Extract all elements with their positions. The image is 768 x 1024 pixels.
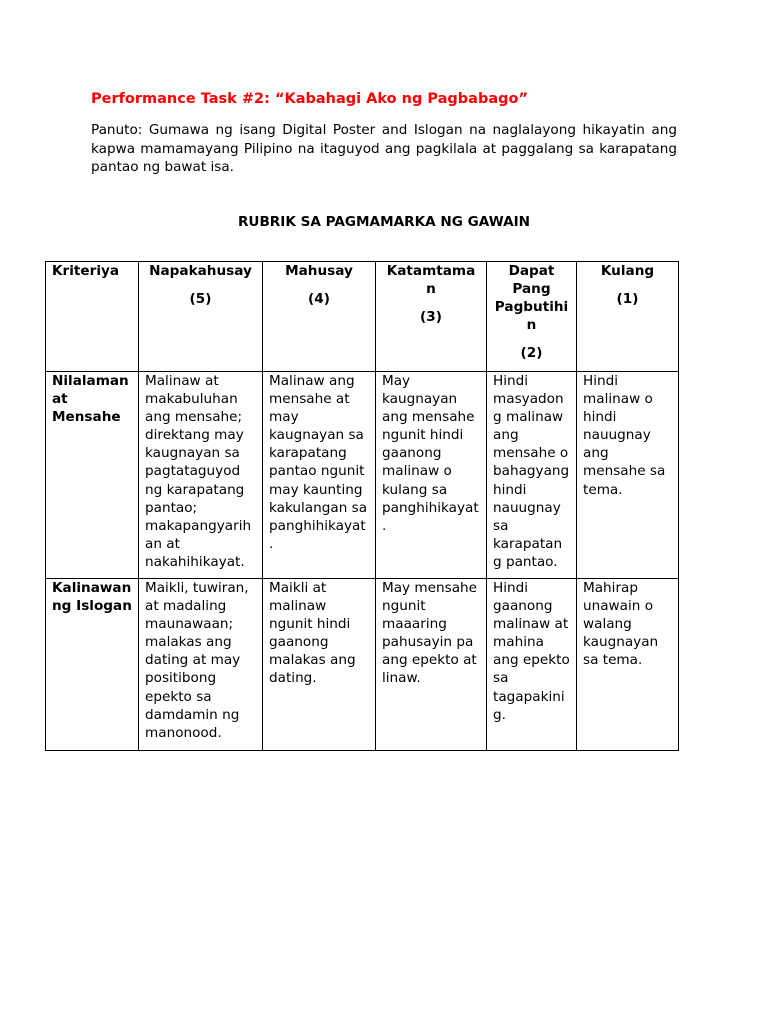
- header-score: (4): [308, 291, 330, 308]
- header-score: (3): [420, 309, 442, 326]
- header-score: (2): [520, 345, 543, 362]
- task-title: Performance Task #2: “Kabahagi Ako ng Pagbabago”: [91, 91, 528, 107]
- table-row: [46, 372, 679, 579]
- criterion-cell: Kalinawan ng Islogan: [46, 579, 139, 751]
- header-score-3: [376, 262, 487, 372]
- header-label: Napakahusay: [149, 263, 252, 279]
- header-score-4: [263, 262, 376, 372]
- table-cell: Malinaw ang mensahe at may kaugnayan sa karapatang pantao ngunit may kaunting kakulangan sa panghihikayat.: [263, 372, 376, 579]
- table-header-row: [46, 262, 679, 372]
- header-label: Dapat Pang Pagbutihin: [494, 263, 569, 334]
- header-score: (1): [616, 291, 639, 308]
- header-criteria: [46, 262, 139, 372]
- table-cell: Hindi malinaw o hindi nauugnay ang mensahe sa tema.: [577, 372, 679, 579]
- table-cell: Hindi gaanong malinaw at mahina ang epekto sa tagapakinig.: [487, 579, 577, 751]
- table-cell: Mahirap unawain o walang kaugnayan sa tema.: [577, 579, 679, 751]
- table-cell: Hindi masyadong malinaw ang mensahe o bahagyang hindi nauugnay sa karapatang pantao.: [487, 372, 577, 579]
- table-cell: Maikli at malinaw ngunit hindi gaanong malakas ang dating.: [263, 579, 376, 751]
- table-cell: Maikli, tuwiran, at madaling maunawaan; malakas ang dating at may positibong epekto sa damdamin ng manonood.: [139, 579, 263, 751]
- criterion-cell: Nilalaman at Mensahe: [46, 372, 139, 579]
- rubric-title: RUBRIK SA PAGMAMARKA NG GAWAIN: [237, 214, 531, 230]
- header-score-1: [577, 262, 679, 372]
- table-row: [46, 579, 679, 751]
- header-score-5: [139, 262, 263, 372]
- header-label: Kriteriya: [52, 263, 120, 279]
- header-score-2: [487, 262, 577, 372]
- header-label: Mahusay: [285, 263, 353, 279]
- header-score: (5): [189, 291, 212, 308]
- instructions-paragraph: Panuto: Gumawa ng isang Digital Poster and Islogan na naglalayong hikayatin ang kapwa mamamayang Pilipino na itaguyod ang pagkilala at paggalang sa karapatang pantao ng bawat isa.: [91, 122, 677, 175]
- table-cell: Malinaw at makabuluhan ang mensahe; direktang may kaugnayan sa pagtataguyod ng karapatang pantao; makapangyarihan at nakahihikayat.: [139, 372, 263, 579]
- header-label: Katamtaman: [386, 263, 476, 298]
- table-cell: May kaugnayan ang mensahe ngunit hindi gaanong malinaw o kulang sa panghihikayat.: [376, 372, 487, 579]
- table-cell: May mensahe ngunit maaaring pahusayin pa ang epekto at linaw.: [376, 579, 487, 751]
- rubric-table: [45, 261, 679, 751]
- header-label: Kulang: [600, 263, 655, 279]
